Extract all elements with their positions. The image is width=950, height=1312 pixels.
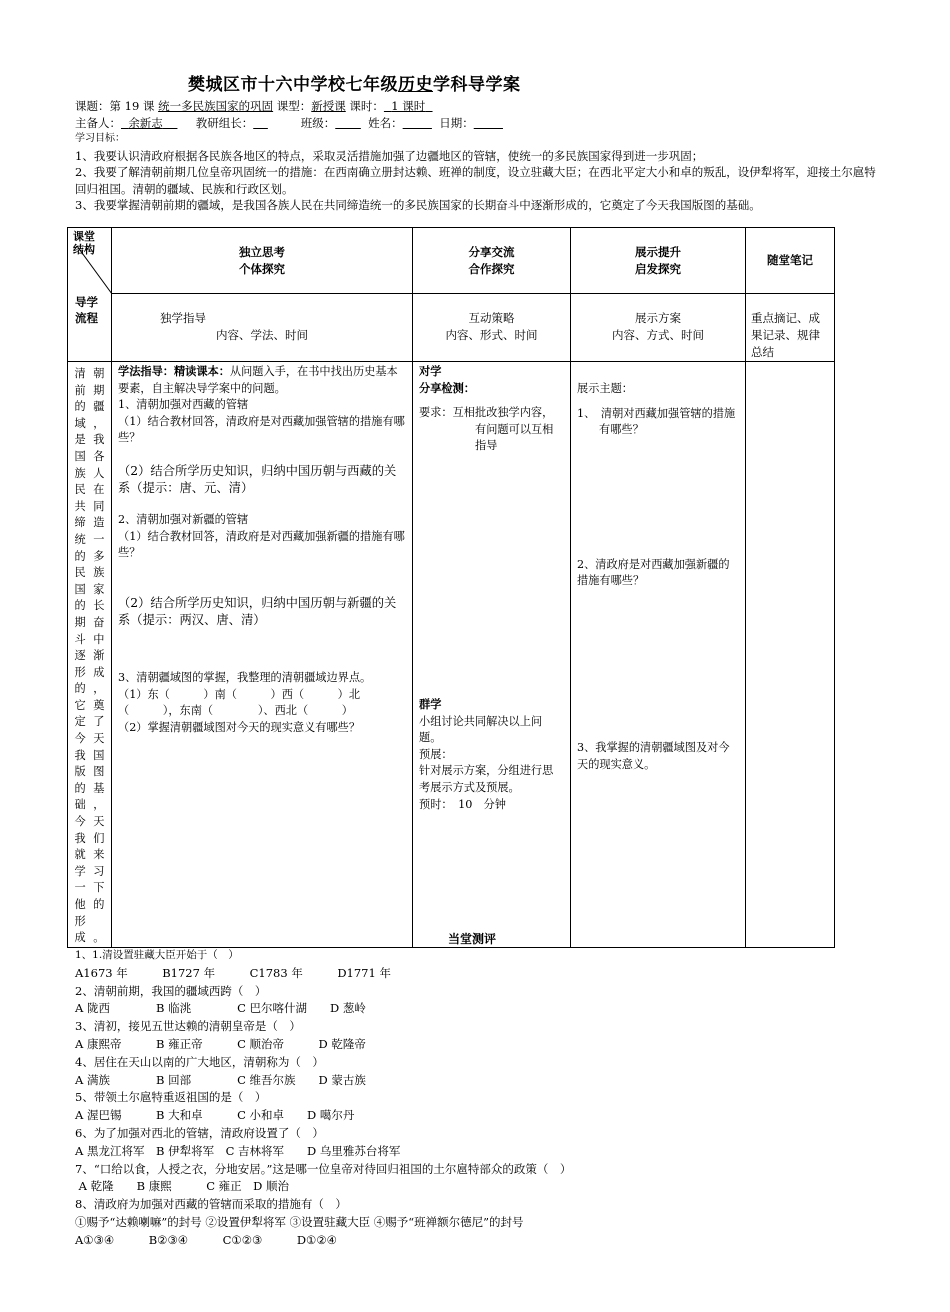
lesson-structure-table: [67, 227, 835, 948]
title-subject: 历史: [398, 75, 433, 95]
question-1b: （2）结合所学历史知识，归纳中国历朝与西藏的关系（提示：唐、元、清）: [118, 463, 397, 495]
pair-requirement: 要求：互相批改独学内容，有问题可以互相指导: [419, 406, 554, 453]
lesson-info-line: [75, 98, 433, 114]
date-blank: [474, 116, 503, 130]
name-blank: [403, 116, 432, 130]
lesson-label: 课题：第 19 课: [75, 99, 155, 113]
title-school: 樊城区市十六中学校七年级: [188, 75, 398, 95]
question-2b: （2）结合所学历史知识，归纳中国历朝与新疆的关系（提示：两汉、唐、清）: [118, 595, 397, 627]
quiz-line: 1、1.清设置驻藏大臣开始于（ ）: [75, 949, 239, 961]
quiz-line: 4、居住在天山以南的广大地区，清朝称为（ ）: [75, 1054, 324, 1069]
corner-bottom-label: 导学流程: [75, 295, 98, 325]
quiz-line: A 黑龙江将军 B 伊犁将军 C 吉林将军 D 乌里雅苏台将军: [75, 1143, 401, 1158]
show-topic-label: 展示主题：: [577, 382, 633, 395]
side-intro-text: 清朝前期的疆域，是我国各族人民在共同缔造统一的多民族国家的长期奋斗中逐渐形成的，它奠定了今天我国版图的基础，今天我们就来学习一下他的形成。: [74, 367, 105, 945]
objectives-label: 学习目标：: [75, 133, 125, 144]
table-subhead-row: [68, 294, 835, 362]
show-topic-2: 2、清政府是对西藏加强新疆的措施有哪些？: [577, 557, 730, 588]
quiz-line: 3、清初，接见五世达赖的清朝皇帝是（ ）: [75, 1019, 301, 1034]
table-head-row: [68, 228, 835, 294]
quiz-line: A①③④ B②③④ C①②③ D①②④: [75, 1232, 337, 1247]
date-label: 日期：: [439, 116, 474, 130]
quiz-line: 2、清朝前期，我国的疆域西跨（ ）: [75, 983, 267, 998]
question-3a: （1）东（ ）南（ ）西（ ）北（ ），东南（ ）、西北（ ）: [118, 687, 361, 718]
question-1a: （1）结合教材回答，清政府是对西藏加强管辖的措施有哪些？: [118, 414, 405, 445]
author-value: 余新志: [128, 116, 163, 130]
hours-value: 1 课时: [391, 99, 426, 113]
col-head-independent: 独立思考 个体探究: [112, 228, 413, 294]
type-value: 新授课: [311, 99, 346, 113]
leader-blank: [253, 116, 268, 130]
learning-objectives: [75, 131, 885, 214]
pair-study-label: 对学: [419, 365, 442, 378]
quiz-list: [75, 947, 895, 1250]
quiz-line: A 乾隆 B 康熙 C 雍正 D 顺治: [75, 1179, 290, 1194]
question-1: 1、清朝加强对西藏的管辖: [118, 398, 249, 412]
subhead-share: 互动策略 内容、形式、时间: [413, 294, 571, 362]
subhead-show: 展示方案 内容、方式、时间: [571, 294, 746, 362]
group-study-label: 群学: [419, 697, 442, 711]
subhead-notes: 重点摘记、成果记录、规律总结: [746, 294, 835, 362]
objective-1: 1、我要认识清政府根据各民族各地区的特点，采取灵活措施加强了边疆地区的管辖，使统一的多民族国家得到进一步巩固；: [75, 148, 704, 163]
question-2: 2、清朝加强对新疆的管辖: [118, 513, 249, 527]
hours-label: 课时：: [349, 99, 384, 113]
name-label: 姓名：: [368, 116, 403, 130]
group-study-cell: [413, 362, 571, 948]
quiz-line: A 满族 B 回部 C 维吾尔族 D 蒙古族: [75, 1072, 366, 1087]
quiz-line: 7、“口给以食，人授之衣，分地安居。”这是哪一位皇帝对待回归祖国的土尔扈特部众的政策（ ）: [75, 1161, 572, 1176]
preview-plan: 针对展示方案，分组进行思考展示方式及预展。: [419, 764, 554, 794]
quiz-line: A 康熙帝 B 雍正帝 C 顺治帝 D 乾隆帝: [75, 1036, 366, 1051]
lesson-value: 统一多民族国家的巩固: [158, 99, 274, 113]
page-title: [188, 70, 521, 95]
question-3: 3、清朝疆域图的掌握，我整理的清朝疆域边界点。: [118, 671, 372, 685]
question-3b: （2）掌握清朝疆域图对今天的现实意义有哪些？: [118, 720, 361, 734]
objective-2: 2、我要了解清朝前期几位皇帝巩固统一的措施：在西南确立册封达赖、班禅的制度，设立驻藏大臣；在西北平定大小和卓的叛乱，设伊犁将军，迎接土尔扈特回归祖国。清朝的疆域、民族和行政区划。: [75, 165, 876, 196]
author-label: 主备人：: [75, 116, 121, 130]
class-label: 班级：: [300, 116, 336, 130]
quiz-title: 当堂测评: [448, 932, 497, 946]
group-discuss: 小组讨论共同解决以上问题。: [419, 714, 543, 745]
quiz-line: A 陇西 B 临洮 C 巴尔喀什湖 D 葱岭: [75, 1001, 366, 1016]
table-corner-cell: [68, 228, 112, 362]
share-check-label: 分享检测：: [419, 381, 475, 395]
quiz-line: 5、带领土尔扈特重返祖国的是（ ）: [75, 1090, 267, 1105]
quiz-line: A1673 年 B1727 年 C1783 年 D1771 年: [75, 965, 391, 980]
author-info-line: [75, 115, 503, 131]
corner-top-label: 课堂结构: [73, 230, 95, 256]
class-blank: [335, 116, 361, 130]
subhead-independent: 独学指导 内容、学法、时间: [112, 294, 413, 362]
table-body-row: [68, 362, 835, 948]
col-head-notes: 随堂笔记: [746, 228, 835, 294]
preview-label: 预展：: [419, 747, 453, 761]
quiz-line: 8、清政府为加强对西藏的管辖而采取的措施有（ ）: [75, 1197, 347, 1212]
quiz-line: A 渥巴锡 B 大和卓 C 小和卓 D 噶尔丹: [75, 1108, 355, 1123]
leader-label: 教研组长：: [195, 116, 254, 130]
show-cell: [571, 362, 746, 948]
notes-cell[interactable]: [746, 362, 835, 948]
quiz-line: ①赐予“达赖喇嘛”的封号 ②设置伊犁将军 ③设置驻藏大臣 ④赐予“班禅额尔德尼”的封号: [75, 1214, 524, 1229]
show-topic-3: 3、我掌握的清朝疆域图及对今天的现实意义。: [577, 740, 730, 771]
study-guide: 学法指导：精读课本：从问题入手，在书中找出历史基本要素，自主解决导学案中的问题。: [118, 365, 398, 395]
type-label: 课型：: [276, 99, 312, 113]
preview-time: 预时： 10 分钟: [419, 797, 506, 811]
quiz-line: 6、为了加强对西北的管辖，清政府设置了（ ）: [75, 1125, 324, 1140]
side-intro-cell: [68, 362, 112, 948]
self-study-cell: [112, 362, 413, 948]
question-2a: （1）结合教材回答，清政府是对西藏加强新疆的措施有哪些？: [118, 529, 405, 560]
title-suffix: 学科导学案: [433, 75, 521, 95]
col-head-share: 分享交流 合作探究: [413, 228, 571, 294]
col-head-show: 展示提升 启发探究: [571, 228, 746, 294]
show-topic-1: 1、 清朝对西藏加强管辖的措施有哪些？: [577, 406, 736, 437]
objective-3: 3、我要掌握清朝前期的疆域，是我国各族人民在共同缔造统一的多民族国家的长期奋斗中逐渐形成的，它奠定了今天我国版图的基础。: [75, 198, 761, 212]
